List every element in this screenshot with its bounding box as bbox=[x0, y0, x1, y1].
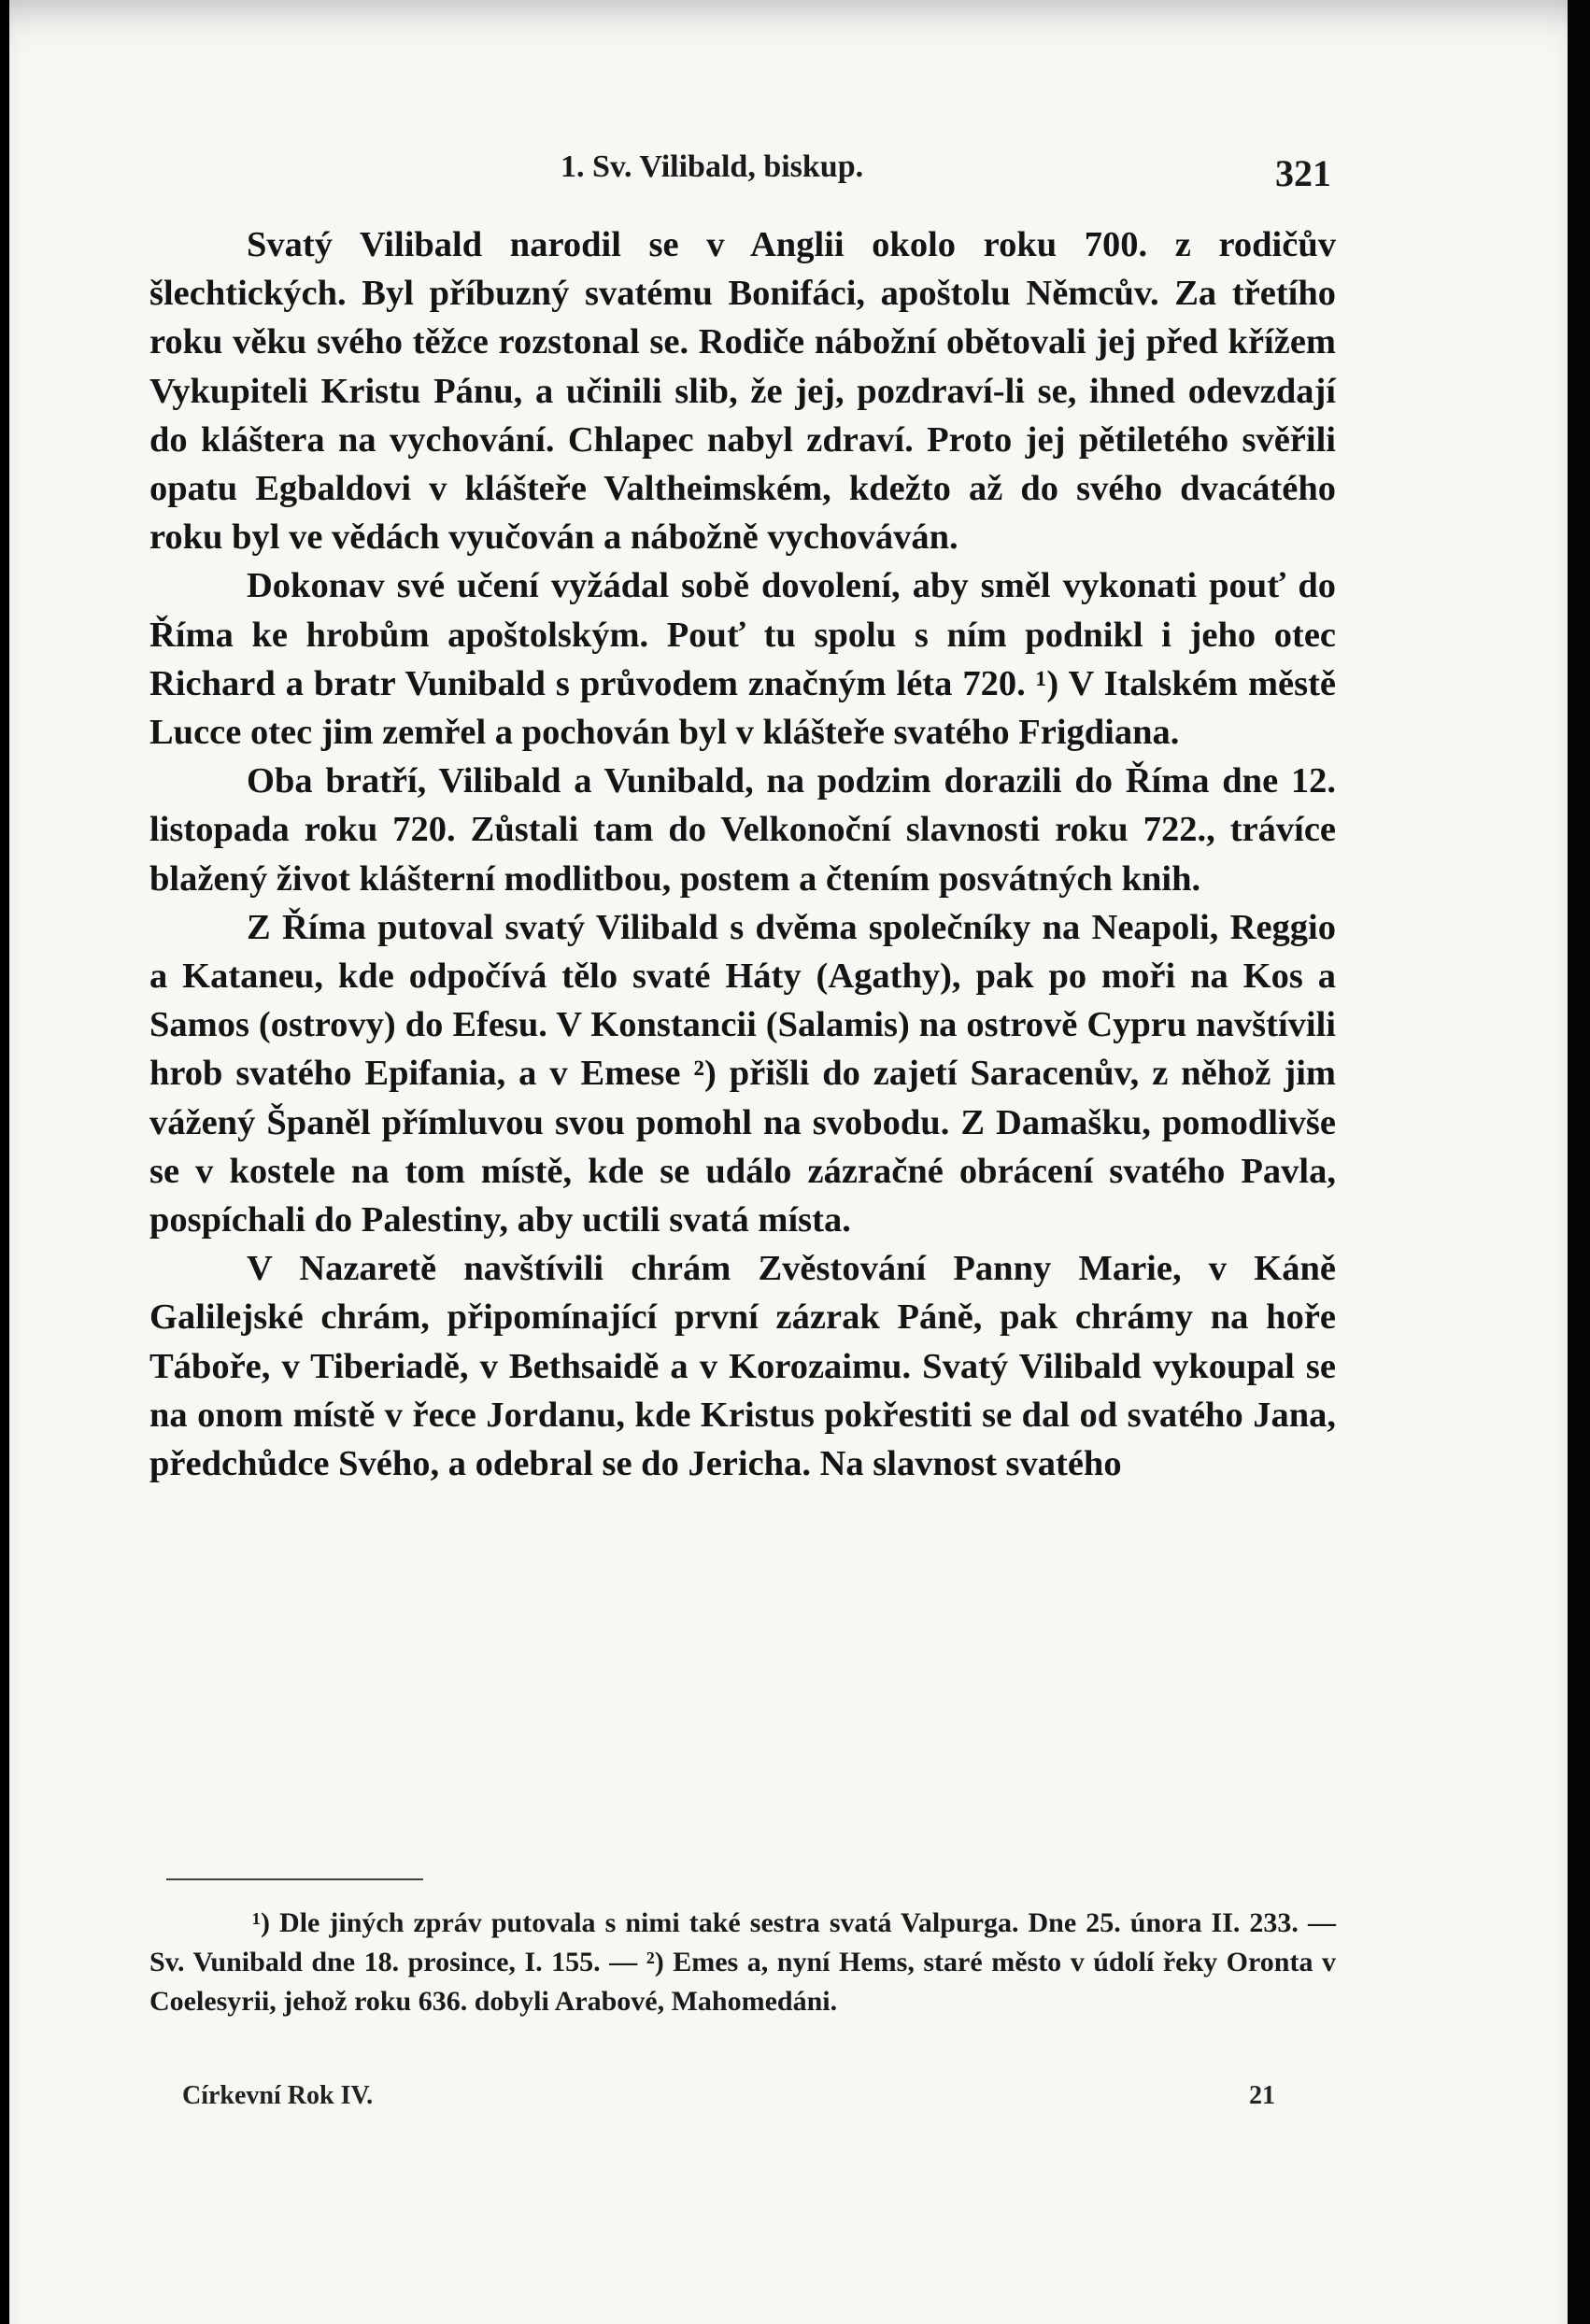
footnote-text: ¹) Dle jiných zpráv putovala s nimi také sestra svatá Valpurga. Dne 25. února II. 233. — Sv. Vunibald dne 18. prosince, I. 155. — ²) Emes a, nyní Hems, staré město v údolí řeky Oronta v Coelesyrii, jehož roku 636. dobyli Arabové, Mahomedáni. bbox=[149, 1907, 1336, 2017]
paragraph: Z Říma putoval svatý Vilibald s dvěma společníky na Neapoli, Reggio a Kataneu, kde odpočívá tělo svaté Háty (Agathy), pak po moři na Kos a Samos (ostrovy) do Efesu. V Konstancii (Salamis) na ostrově Cypru navštívili hrob svatého Epifania, a v Emese ²) přišli do zajetí Saracenův, z něhož jim vážený Španěl přímluvou svou pomohl na svobodu. Z Damašku, pomodlivše se v kostele na tom místě, kde se událo zázračné obrácení svatého Pavla, pospíchali do Palestiny, aby uctili svatá místa. bbox=[149, 907, 1336, 1240]
signature-number: 21 bbox=[1249, 2081, 1275, 2110]
paragraph: Dokonav své učení vyžádal sobě dovolení, aby směl vykonati pouť do Říma ke hrobům apoštolským. Pouť tu spolu s ním podnikl i jeho otec Richard a bratr Vunibald s průvodem značným léta 720. ¹) V Italském městě Lucce otec jim zemřel a pochován byl v klášteře svatého Frigdiana. bbox=[149, 566, 1336, 753]
footnote-divider bbox=[166, 1878, 423, 1880]
running-title: 1. Sv. Vilibald, biskup. bbox=[561, 149, 864, 184]
paragraph: Oba bratří, Vilibald a Vunibald, na podzim dorazili do Říma dne 12. listopada roku 720. Zůstali tam do Velkonoční slavnosti roku 722., trávíce blažený život klášterní modlitbou, postem a čtením posvátných knih. bbox=[149, 761, 1336, 899]
main-text bbox=[149, 220, 1336, 1488]
scan-edge bbox=[1568, 0, 1590, 2324]
page-number: 321 bbox=[1275, 152, 1331, 194]
printer-signature bbox=[182, 2081, 1275, 2119]
paragraph: V Nazaretě navštívili chrám Zvěstování Panny Marie, v Káně Galilejské chrám, připomínající první zázrak Páně, pak chrámy na hoře Táboře, v Tiberiadě, v Bethsaidě a v Korozaimu. Svatý Vilibald vykoupal se na onom místě v řece Jordanu, kde Kristus pokřestiti se dal od svatého Jana, předchůdce Svého, a odebral se do Jericha. Na slavnost svatého bbox=[149, 1249, 1336, 1484]
signature-title: Církevní Rok IV. bbox=[182, 2081, 374, 2110]
paragraph: Svatý Vilibald narodil se v Anglii okolo roku 700. z rodičův šlechtických. Byl příbuzný svatému Bonifáci, apoštolu Němcův. Za třetího roku věku svého těžce rozstonal se. Rodiče nábožní obětovali jej před křížem Vykupiteli Kristu Pánu, a učinili slib, že jej, pozdraví-li se, ihned odevzdají do kláštera na vychování. Chlapec nabyl zdraví. Proto jej pětiletého svěřili opatu Egbaldovi v klášteře Valtheimském, kdežto až do svého dvacátého roku byl ve vědách vyučován a nábožně vychováván. bbox=[149, 225, 1336, 558]
running-head bbox=[149, 140, 1331, 196]
footnotes bbox=[149, 1904, 1336, 2021]
book-page bbox=[9, 0, 1568, 2324]
